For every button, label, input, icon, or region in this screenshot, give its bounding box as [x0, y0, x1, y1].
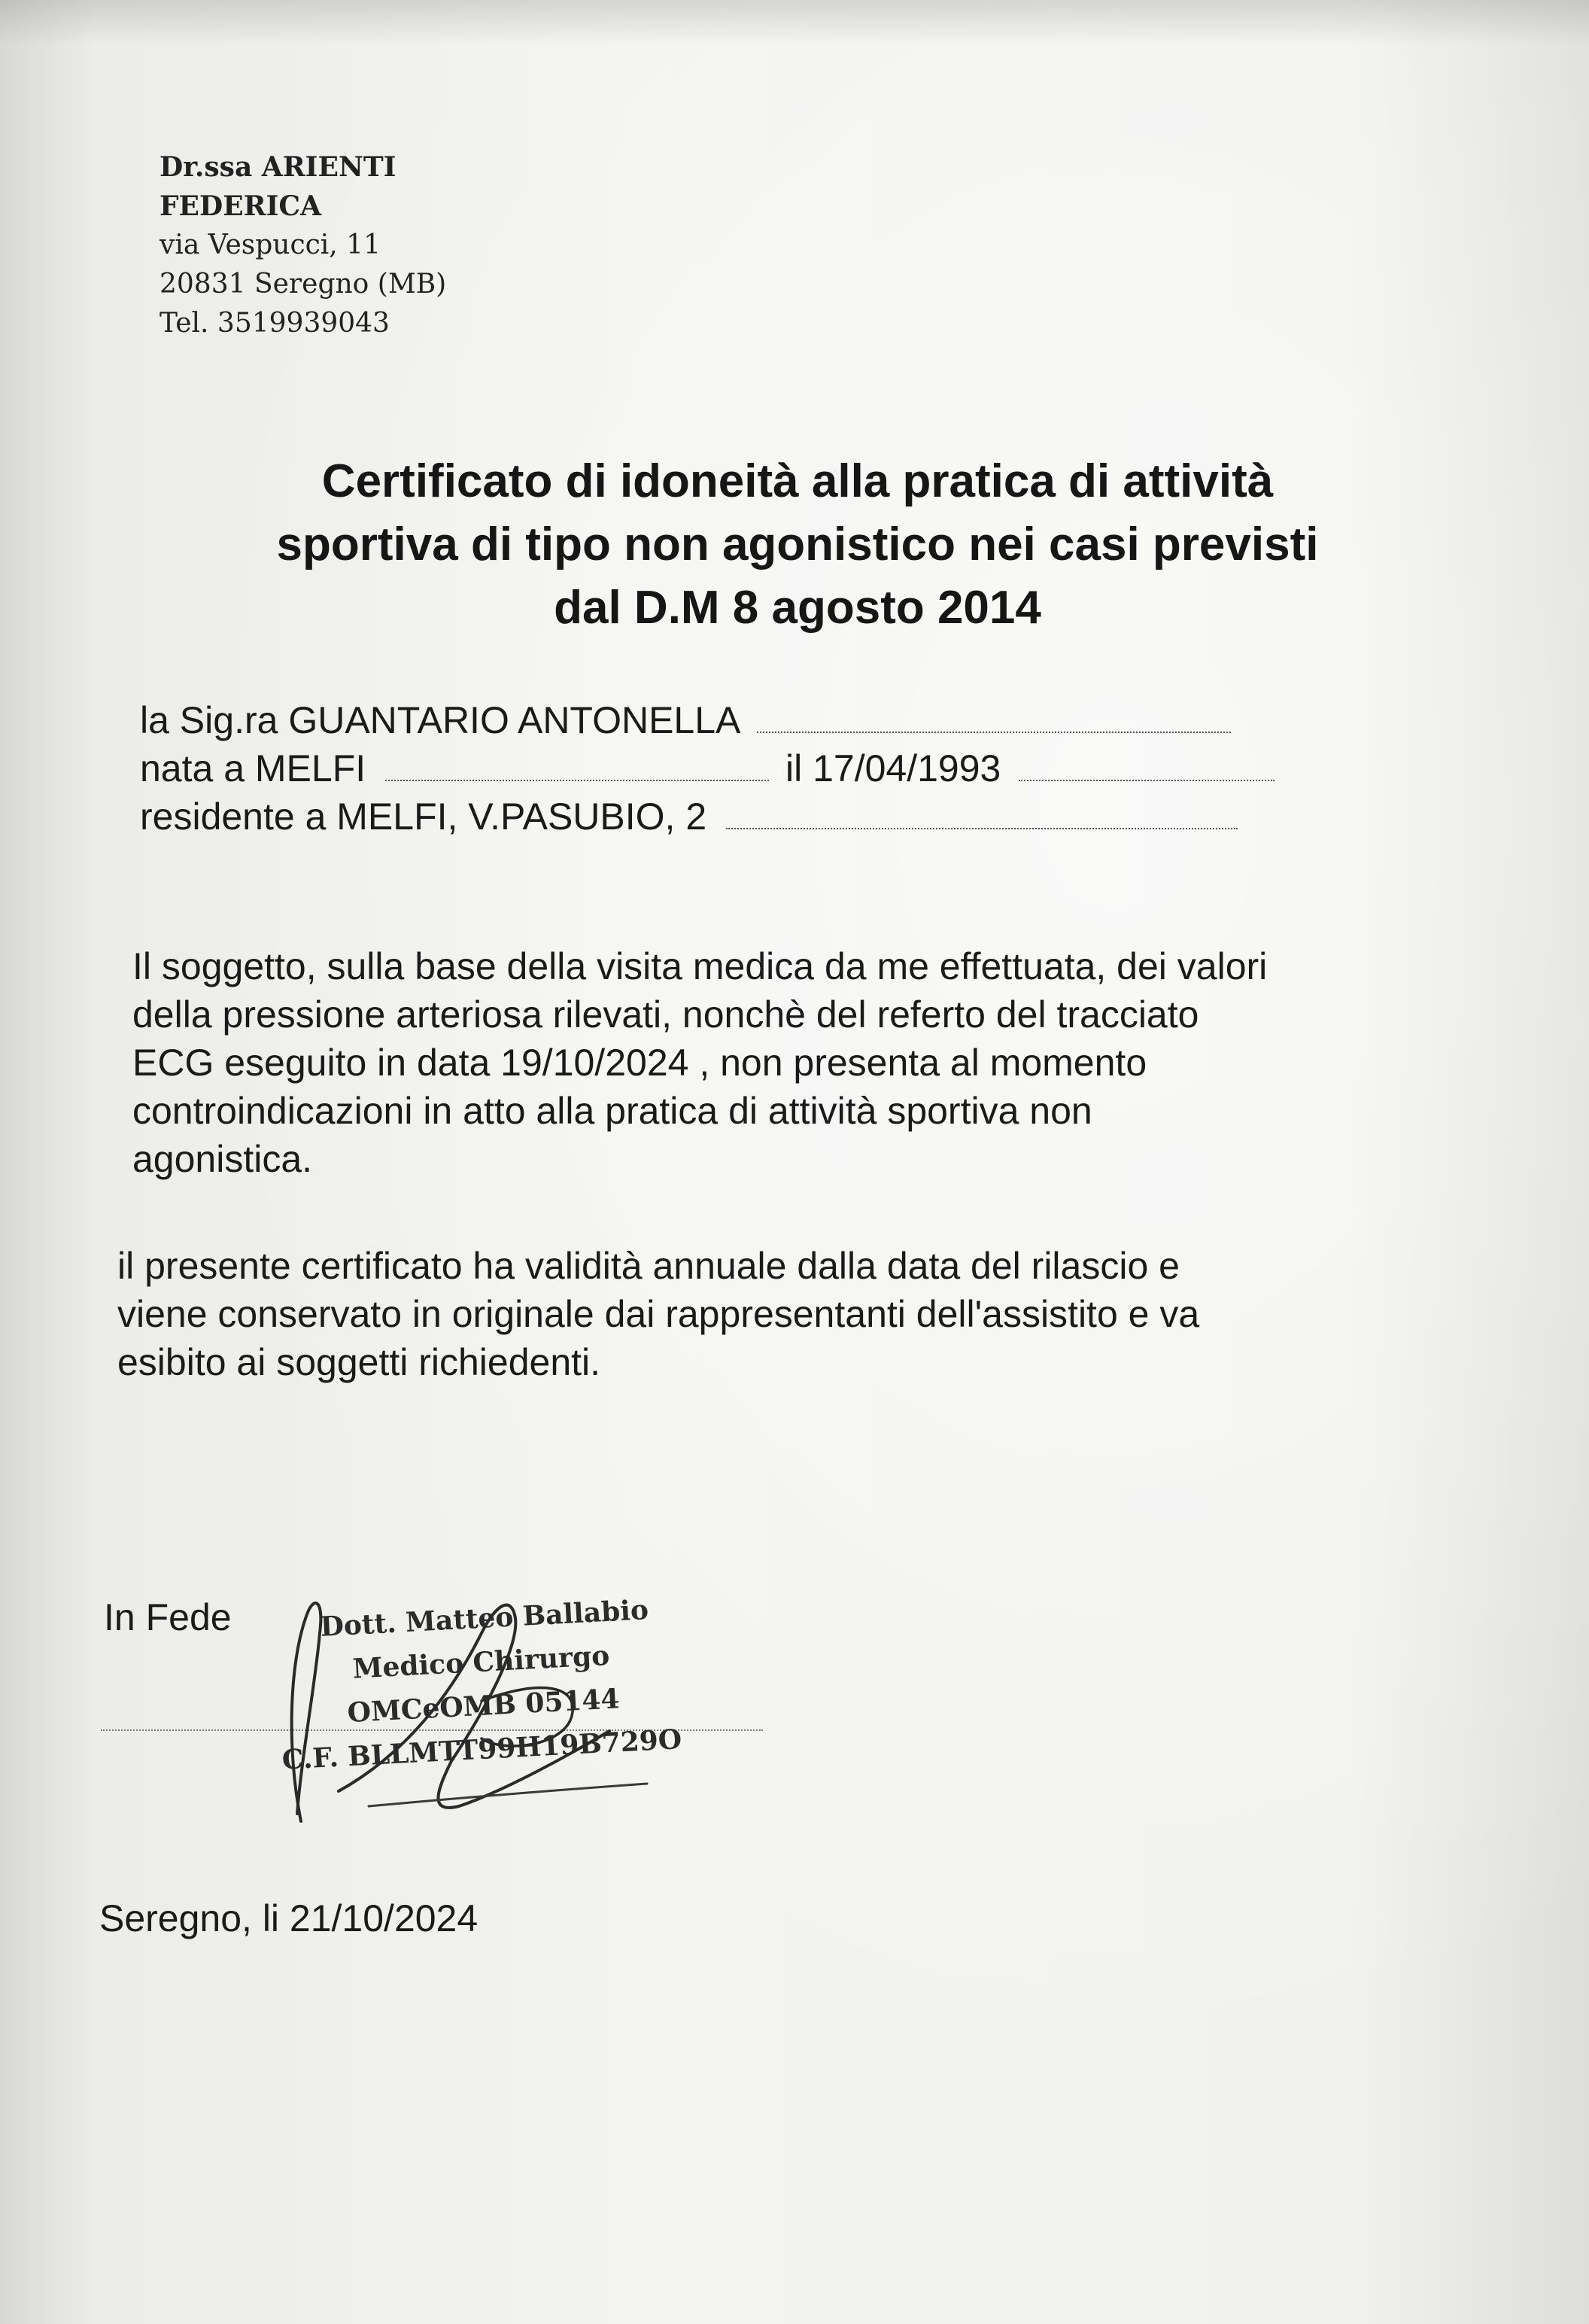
- title-line-2: sportiva di tipo non agonistico nei casi previsti: [276, 519, 1319, 570]
- validity-line: esibito ai soggetti richiedenti.: [117, 1341, 601, 1383]
- statement-line: ECG eseguito in data 19/10/2024 , non presenta al momento: [132, 1042, 1147, 1084]
- subject-fields: [140, 698, 1275, 843]
- doctor-header: [160, 148, 446, 343]
- subject-name-row: [140, 698, 1275, 747]
- subject-name: la Sig.ra GUANTARIO ANTONELLA: [140, 699, 739, 741]
- certificate-title: [135, 450, 1460, 640]
- subject-residence: residente a MELFI, V.PASUBIO, 2: [140, 795, 707, 838]
- paper-shadow: [0, 0, 1589, 45]
- title-line-1: Certificato di idoneità alla pratica di attività: [321, 455, 1274, 507]
- subject-birth-row: [140, 747, 1275, 795]
- doctor-name-line2: FEDERICA: [160, 190, 321, 222]
- doctor-phone: Tel. 3519939043: [160, 308, 390, 339]
- title-line-3: dal D.M 8 agosto 2014: [554, 582, 1041, 634]
- subject-birthdate: il 17/04/1993: [785, 747, 1001, 789]
- doctor-city: 20831 Seregno (MB): [160, 269, 447, 300]
- stamp-fiscal-code: C.F. BLLMTT99H19B729O: [281, 1723, 683, 1776]
- medical-statement: [132, 942, 1267, 1183]
- dotted-line: [385, 751, 769, 781]
- stamp-name: Dott. Matteo Ballabio: [319, 1594, 649, 1643]
- place-date: Seregno, li 21/10/2024: [99, 1897, 479, 1939]
- validity-line: viene conservato in originale dai rappresentanti dell'assistito e va: [117, 1293, 1200, 1335]
- stamp-title: Medico Chirurgo: [351, 1639, 611, 1685]
- dotted-line: [757, 703, 1231, 733]
- dotted-line: [726, 799, 1238, 829]
- validity-line: il presente certificato ha validità annuale dalla data del rilascio e: [117, 1245, 1180, 1287]
- dotted-line: [1019, 751, 1275, 781]
- statement-line: controindicazioni in atto alla pratica di attività sportiva non: [132, 1090, 1092, 1132]
- subject-birthplace: nata a MELFI: [140, 747, 366, 789]
- statement-line: della pressione arteriosa rilevati, nonchè del referto del tracciato: [132, 993, 1199, 1036]
- subject-residence-row: [140, 795, 1275, 843]
- doctor-name-line1: Dr.ssa ARIENTI: [160, 151, 396, 183]
- validity-statement: [117, 1242, 1199, 1386]
- doctor-address: via Vespucci, 11: [160, 230, 381, 260]
- handwritten-signature: [256, 1565, 782, 1866]
- in-fede-label: In Fede: [104, 1596, 232, 1638]
- statement-line: Il soggetto, sulla base della visita medica da me effettuata, dei valori: [132, 945, 1268, 987]
- stamp-register: OMCeOMB 05144: [346, 1683, 621, 1729]
- statement-line: agonistica.: [132, 1138, 313, 1180]
